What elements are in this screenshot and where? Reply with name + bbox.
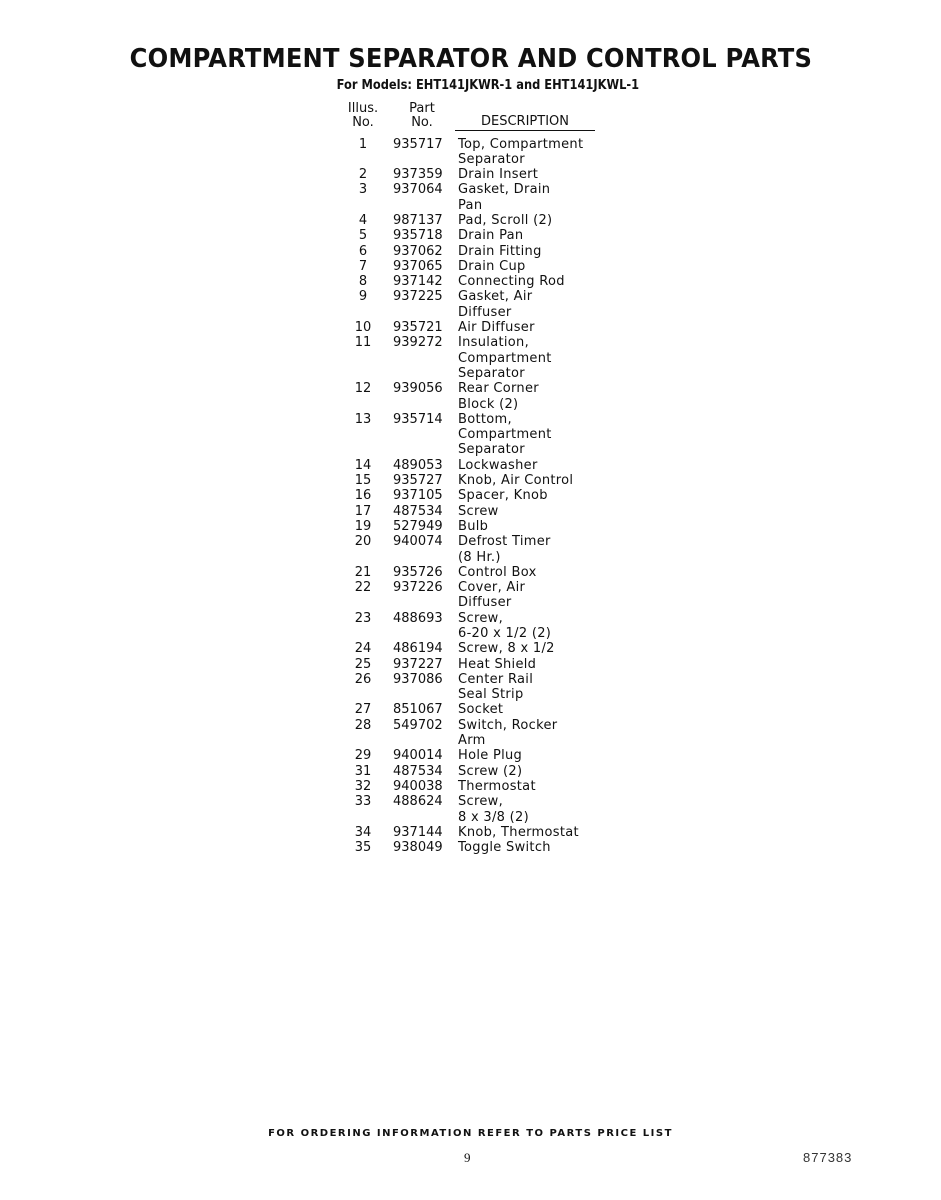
part-description	[455, 289, 595, 320]
description-line: 8 x 3/8 (2)	[458, 809, 529, 825]
part-number: 527949	[393, 518, 443, 534]
part-description	[455, 565, 595, 580]
part-description	[455, 718, 595, 749]
part-description	[455, 504, 595, 519]
illus-number: 25	[354, 656, 372, 672]
part-description	[455, 473, 595, 488]
description-line: Bulb	[458, 518, 489, 534]
table-row	[337, 534, 595, 565]
description-line: Drain Fitting	[458, 243, 542, 259]
illus-number: 29	[354, 748, 372, 764]
illus-number: 2	[358, 167, 368, 183]
illus-number: 27	[354, 702, 372, 718]
description-line: Pad, Scroll (2)	[458, 212, 553, 228]
illus-number: 5	[358, 228, 368, 244]
description-line: Gasket, Drain	[458, 182, 551, 198]
illus-number: 12	[354, 381, 372, 397]
illus-number: 32	[354, 778, 372, 794]
part-number: 937065	[393, 258, 443, 274]
part-description	[455, 381, 595, 412]
page-number: 9	[464, 1150, 471, 1165]
part-number: 488693	[393, 610, 443, 626]
part-description	[455, 748, 595, 763]
part-number: 940074	[393, 534, 443, 550]
part-description	[455, 519, 595, 534]
illus-number: 7	[358, 258, 368, 274]
table-row	[337, 519, 595, 534]
description-line: Connecting Rod	[458, 274, 565, 290]
part-number: 935718	[393, 228, 443, 244]
description-line: Arm	[458, 733, 486, 749]
part-number: 935714	[393, 411, 443, 427]
description-line: Drain Cup	[458, 258, 526, 274]
description-line: Compartment	[458, 350, 552, 366]
table-header	[337, 102, 595, 130]
illus-number: 16	[354, 488, 372, 504]
part-description	[455, 182, 595, 213]
description-line: Center Rail	[458, 671, 534, 687]
illus-number: 26	[354, 671, 372, 687]
table-row	[337, 488, 595, 503]
table-row	[337, 794, 595, 825]
table-row	[337, 320, 595, 335]
description-line: Screw,	[458, 610, 504, 626]
models-subtitle	[0, 78, 941, 93]
illus-number: 20	[354, 534, 372, 550]
part-number: 935727	[393, 473, 443, 489]
part-number: 489053	[393, 457, 443, 473]
table-row	[337, 565, 595, 580]
part-description	[455, 657, 595, 672]
description-line: (8 Hr.)	[458, 549, 501, 565]
description-line: Spacer, Knob	[458, 488, 548, 504]
part-number: 937226	[393, 580, 443, 596]
description-line: Separator	[458, 442, 525, 458]
illus-number: 19	[354, 518, 372, 534]
illus-number: 31	[354, 763, 372, 779]
part-description	[455, 580, 595, 611]
description-line: Drain Insert	[458, 167, 539, 183]
table-row	[337, 504, 595, 519]
part-description	[455, 228, 595, 243]
table-row	[337, 718, 595, 749]
page-title	[0, 44, 941, 74]
description-line: Air Diffuser	[458, 320, 535, 336]
illus-number: 34	[354, 824, 372, 840]
part-description	[455, 825, 595, 840]
illus-number: 11	[354, 335, 372, 351]
part-number: 935726	[393, 564, 443, 580]
part-number: 486194	[393, 641, 443, 657]
table-row	[337, 458, 595, 473]
part-description	[455, 274, 595, 289]
description-line: Compartment	[458, 427, 552, 443]
part-number: 937105	[393, 488, 443, 504]
part-number: 488624	[393, 794, 443, 810]
illus-number: 21	[354, 564, 372, 580]
part-number: 937144	[393, 824, 443, 840]
description-line: Pan	[458, 197, 483, 213]
part-description	[455, 213, 595, 228]
description-line: Screw, 8 x 1/2	[458, 641, 555, 657]
header-part-line2: No.	[411, 115, 433, 130]
description-line: Toggle Switch	[458, 840, 551, 856]
part-description	[455, 320, 595, 335]
document-number: 877383	[803, 1150, 853, 1165]
description-line: Socket	[458, 702, 504, 718]
description-line: Gasket, Air	[458, 289, 533, 305]
description-line: Separator	[458, 151, 525, 167]
models-subtitle-text: For Models: EHT141JKWR-1 and EHT141JKWL-1	[336, 78, 639, 93]
description-line: Knob, Thermostat	[458, 824, 579, 840]
illus-number: 35	[354, 840, 372, 856]
part-description	[455, 412, 595, 458]
description-line: Block (2)	[458, 396, 519, 412]
part-number: 939272	[393, 335, 443, 351]
parts-table-body	[337, 137, 595, 856]
description-line: Drain Pan	[458, 228, 524, 244]
part-number: 851067	[393, 702, 443, 718]
part-number: 937359	[393, 167, 443, 183]
part-number: 935717	[393, 136, 443, 152]
table-row	[337, 289, 595, 320]
illus-number: 13	[354, 411, 372, 427]
illus-number: 17	[354, 503, 372, 519]
part-number: 487534	[393, 503, 443, 519]
part-description	[455, 641, 595, 656]
part-number: 937064	[393, 182, 443, 198]
illus-number: 8	[358, 274, 368, 290]
part-description	[455, 534, 595, 565]
header-part-no	[389, 102, 455, 130]
illus-number: 3	[358, 182, 368, 198]
header-illus-no	[337, 102, 389, 130]
table-row	[337, 213, 595, 228]
table-row	[337, 641, 595, 656]
description-line: Lockwasher	[458, 457, 538, 473]
part-description	[455, 244, 595, 259]
table-row	[337, 228, 595, 243]
part-description	[455, 167, 595, 182]
part-number: 987137	[393, 212, 443, 228]
part-description	[455, 702, 595, 717]
description-line: Diffuser	[458, 304, 512, 320]
illus-number: 24	[354, 641, 372, 657]
part-description	[455, 335, 595, 381]
part-description	[455, 259, 595, 274]
table-row	[337, 412, 595, 458]
part-description	[455, 488, 595, 503]
description-line: Thermostat	[458, 778, 536, 794]
description-line: Screw	[458, 503, 499, 519]
part-number: 937086	[393, 671, 443, 687]
table-row	[337, 182, 595, 213]
part-number: 935721	[393, 320, 443, 336]
illus-number: 14	[354, 457, 372, 473]
description-line: Insulation,	[458, 335, 529, 351]
table-row	[337, 335, 595, 381]
table-row	[337, 259, 595, 274]
ordering-info-footer: FOR ORDERING INFORMATION REFER TO PARTS PRICE LIST	[268, 1128, 673, 1139]
description-line: Knob, Air Control	[458, 473, 574, 489]
table-row	[337, 764, 595, 779]
parts-table	[337, 102, 595, 855]
description-line: Separator	[458, 365, 525, 381]
illus-number: 4	[358, 212, 368, 228]
part-number: 939056	[393, 381, 443, 397]
description-line: Bottom,	[458, 411, 512, 427]
illus-number: 22	[354, 580, 372, 596]
description-line: Top, Compartment	[458, 136, 584, 152]
illus-number: 28	[354, 717, 372, 733]
table-row	[337, 580, 595, 611]
description-line: Screw (2)	[458, 763, 523, 779]
part-description	[455, 611, 595, 642]
table-row	[337, 825, 595, 840]
description-line: Diffuser	[458, 595, 512, 611]
table-row	[337, 779, 595, 794]
part-description	[455, 672, 595, 703]
header-illus-line1: Illus.	[347, 101, 379, 116]
part-number: 549702	[393, 717, 443, 733]
illus-number: 6	[358, 243, 368, 259]
header-illus-line2: No.	[352, 115, 374, 130]
table-row	[337, 473, 595, 488]
description-line: Defrost Timer	[458, 534, 551, 550]
illus-number: 23	[354, 610, 372, 626]
illus-number: 9	[358, 289, 368, 305]
table-row	[337, 167, 595, 182]
part-description	[455, 458, 595, 473]
part-description	[455, 764, 595, 779]
table-row	[337, 274, 595, 289]
table-row	[337, 137, 595, 168]
part-number: 940014	[393, 748, 443, 764]
table-row	[337, 657, 595, 672]
description-line: Screw,	[458, 794, 504, 810]
description-line: 6-20 x 1/2 (2)	[458, 626, 552, 641]
illus-number: 33	[354, 794, 372, 810]
part-number: 937227	[393, 656, 443, 672]
part-number: 487534	[393, 763, 443, 779]
table-row	[337, 840, 595, 855]
part-number: 937225	[393, 289, 443, 305]
part-description	[455, 779, 595, 794]
description-line: Switch, Rocker	[458, 717, 558, 733]
part-description	[455, 137, 595, 168]
page-title-text: COMPARTMENT SEPARATOR AND CONTROL PARTS	[129, 44, 812, 74]
table-row	[337, 244, 595, 259]
description-line: Control Box	[458, 564, 537, 580]
part-number: 937062	[393, 243, 443, 259]
part-number: 940038	[393, 778, 443, 794]
illus-number: 15	[354, 473, 372, 489]
table-row	[337, 702, 595, 717]
description-line: Seal Strip	[458, 687, 524, 703]
table-row	[337, 748, 595, 763]
part-description	[455, 840, 595, 855]
description-line: Heat Shield	[458, 656, 537, 672]
table-row	[337, 381, 595, 412]
table-row	[337, 672, 595, 703]
description-line: Hole Plug	[458, 748, 523, 764]
header-part-line1: Part	[409, 101, 435, 116]
header-description: DESCRIPTION	[455, 102, 595, 130]
part-number: 937142	[393, 274, 443, 290]
illus-number: 10	[354, 320, 372, 336]
table-row	[337, 611, 595, 642]
part-description	[455, 794, 595, 825]
illus-number: 1	[358, 136, 368, 152]
part-number: 938049	[393, 840, 443, 856]
description-line: Cover, Air	[458, 580, 526, 596]
description-line: Rear Corner	[458, 381, 539, 397]
